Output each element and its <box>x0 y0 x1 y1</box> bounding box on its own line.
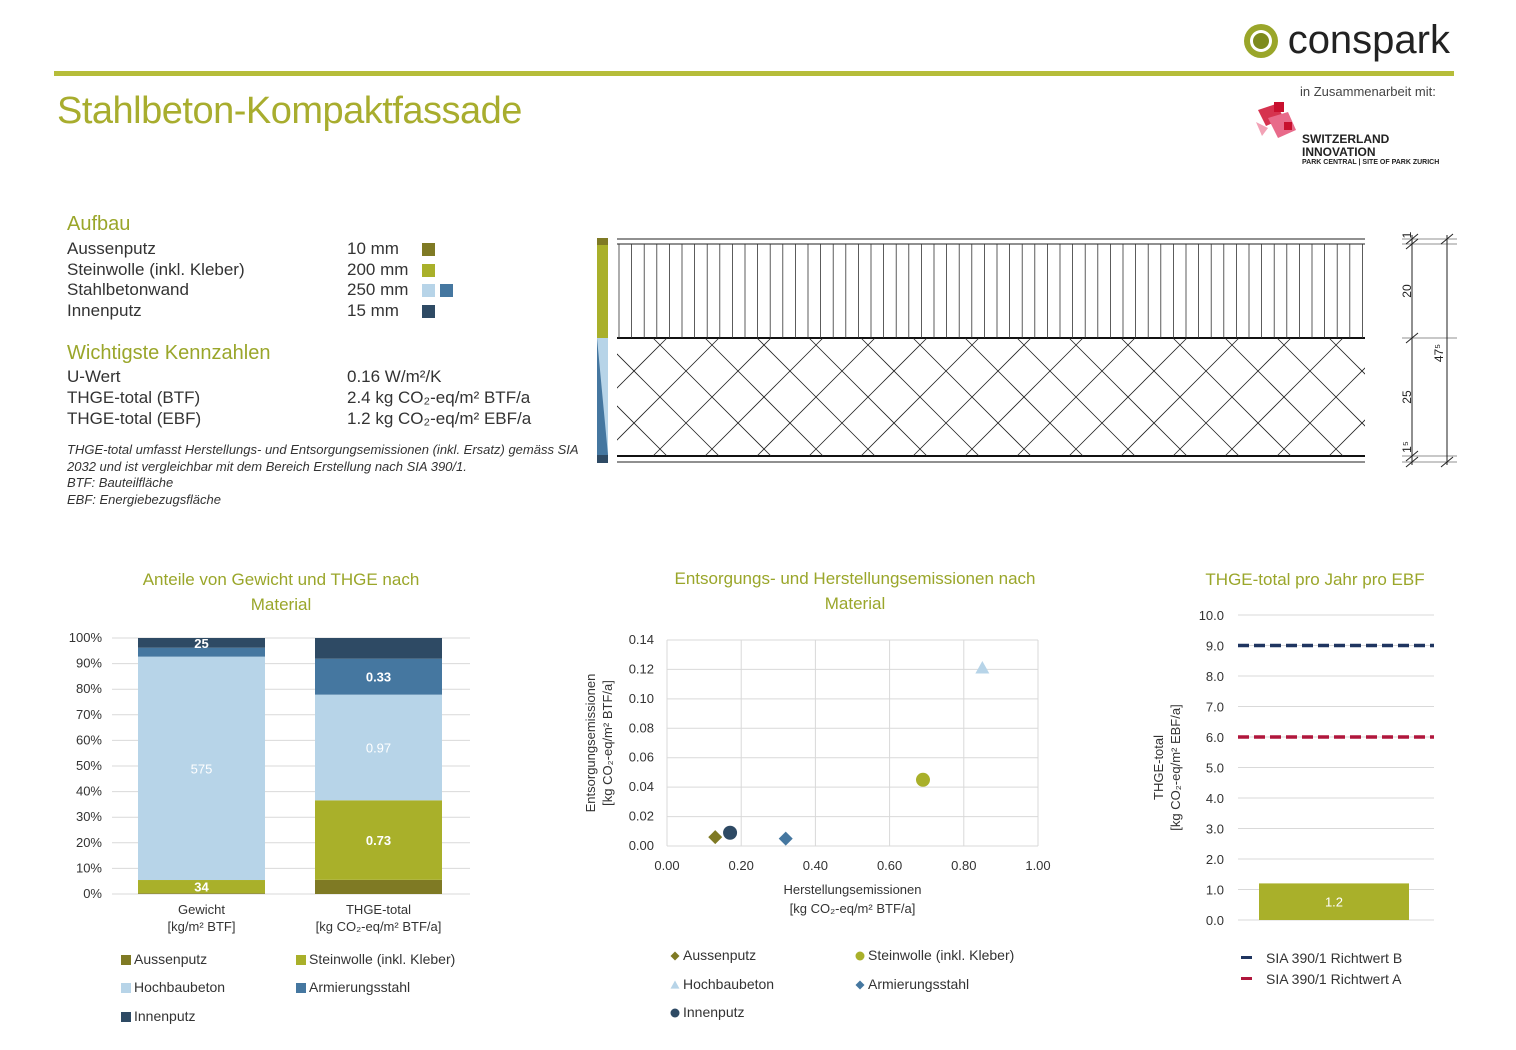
data-label: 0.33 <box>365 669 392 685</box>
layer-color-swatch <box>440 284 453 297</box>
partner-subline: PARK CENTRAL | SITE OF PARK ZURICH <box>1302 159 1440 166</box>
legend-label: SIA 390/1 Richtwert B <box>1266 950 1403 966</box>
note-line: BTF: Bauteilfläche <box>67 475 174 490</box>
legend-swatch <box>1241 956 1252 959</box>
y-axis-label: Entsorgungsemissionen <box>583 673 598 813</box>
legend-marker <box>670 980 680 990</box>
y-tick-label: 8.0 <box>1205 669 1224 684</box>
chart3-title: THGE-total pro Jahr pro EBF <box>1205 570 1425 589</box>
y-tick-label: 4.0 <box>1205 791 1224 806</box>
legend-item <box>855 976 969 992</box>
y-tick-label: 0.08 <box>628 720 654 736</box>
legend-label: Aussenputz <box>134 951 208 967</box>
y-tick-label: 60% <box>75 732 102 748</box>
data-point <box>916 773 930 787</box>
y-tick-label: 0.04 <box>628 779 654 795</box>
x-tick-label: 0.60 <box>876 858 903 873</box>
legend-item <box>670 947 756 963</box>
kennzahl-label: U-Wert <box>67 367 121 386</box>
y-tick-label: 0.12 <box>628 661 654 677</box>
layer-thickness: 10 mm <box>347 239 399 258</box>
legend-marker <box>855 951 865 961</box>
y-tick-label: 40% <box>75 783 102 799</box>
y-tick-label: 0.0 <box>1205 913 1224 928</box>
legend-item <box>670 976 774 992</box>
legend-label: Steinwolle (inkl. Kleber) <box>309 951 456 967</box>
y-tick-label: 0.14 <box>628 632 654 647</box>
note-line: EBF: Energiebezugsfläche <box>67 491 221 507</box>
data-point <box>779 832 793 846</box>
kennzahl-value: 2.4 kg CO₂-eq/m² BTF/a <box>347 388 531 407</box>
legend-swatch <box>1241 977 1252 980</box>
note-line: THGE-total umfasst Herstellungs- und Entsorgungsemissionen (inkl. Ersatz) gemäss SIA 2032 und ist vergleichbar mit dem Bereich Erstellung nach SIA 390/1. <box>67 442 579 474</box>
legend-item <box>1241 950 1402 966</box>
kennzahl-value: 1.2 kg CO₂-eq/m² EBF/a <box>347 409 532 428</box>
dim-label: 1 <box>1400 231 1414 239</box>
category-label: THGE-total <box>345 902 412 917</box>
legend-item <box>855 947 1014 963</box>
x-tick-label: 0.80 <box>951 858 977 873</box>
legend-marker-shape <box>856 981 865 990</box>
ebf-bar-chart <box>1140 600 1450 935</box>
strip-steinwolle <box>597 245 608 338</box>
logo-dot-icon <box>1253 33 1269 49</box>
category-label: [kg CO₂-eq/m² BTF/a] <box>315 919 442 934</box>
concrete-hatch <box>590 338 1470 456</box>
strip-innenputz <box>597 455 608 463</box>
legend-item <box>296 979 410 995</box>
brand-logo: conspark <box>1287 18 1450 62</box>
x-axis-label: Herstellungsemissionen <box>783 882 922 897</box>
data-label: 0.73 <box>365 833 392 849</box>
legend-label: Aussenputz <box>683 947 757 963</box>
data-point <box>975 661 989 674</box>
legend-marker <box>670 1008 680 1018</box>
y-tick-label: 90% <box>75 655 102 671</box>
legend-marker-shape <box>856 952 865 961</box>
y-tick-label: 20% <box>75 834 102 850</box>
layer-color-swatch <box>422 305 435 318</box>
dim-label: 20 <box>1400 284 1414 298</box>
dim-label: 47⁵ <box>1432 343 1446 363</box>
data-label: 0.97 <box>365 740 392 756</box>
x-tick-label: 0.40 <box>802 858 829 873</box>
layer-thickness: 200 mm <box>347 259 409 279</box>
layer-name: Innenputz <box>67 301 142 321</box>
page-title: Stahlbeton-Kompaktfassade <box>57 90 522 132</box>
legend-label: Armierungsstahl <box>309 979 411 995</box>
legend-swatch <box>296 955 306 965</box>
y-tick-label: 6.0 <box>1205 730 1224 745</box>
y-tick-label: 0.10 <box>628 690 654 706</box>
y-tick-label: 10% <box>75 860 102 876</box>
legend-label: Steinwolle (inkl. Kleber) <box>868 947 1015 963</box>
legend-item <box>121 979 225 995</box>
header-rule <box>54 71 1454 76</box>
layer-name: Aussenputz <box>67 239 156 258</box>
y-tick-label: 1.0 <box>1205 882 1224 898</box>
data-point <box>708 830 722 844</box>
y-tick-label: 30% <box>75 809 102 825</box>
legend-item <box>121 1008 196 1024</box>
x-tick-label: 1.00 <box>1025 858 1051 873</box>
legend-label: Armierungsstahl <box>868 976 970 992</box>
partner-logo-icon <box>1254 100 1304 146</box>
y-tick-label: 2.0 <box>1205 852 1224 867</box>
x-axis-label: [kg CO₂-eq/m² BTF/a] <box>789 901 916 916</box>
layer-thickness: 15 mm <box>347 301 399 321</box>
scatter-chart <box>580 625 1060 925</box>
bar-segment <box>315 638 442 659</box>
y-axis-label: THGE-total <box>1151 734 1166 801</box>
y-axis-label: [kg CO₂-eq/m² BTF/a] <box>600 680 615 806</box>
y-tick-label: 0.02 <box>628 808 654 824</box>
legend-label: SIA 390/1 Richtwert A <box>1266 971 1402 987</box>
data-label: 34 <box>194 879 209 895</box>
aufbau-heading: Aufbau <box>67 213 131 235</box>
layer-name: Stahlbetonwand <box>67 280 189 300</box>
legend-label: Hochbaubeton <box>683 976 775 992</box>
y-tick-label: 5.0 <box>1205 760 1224 776</box>
y-tick-label: 10.0 <box>1198 608 1224 623</box>
y-tick-label: 80% <box>75 681 102 697</box>
category-label: Gewicht <box>178 902 225 917</box>
y-tick-label: 7.0 <box>1205 699 1224 715</box>
legend-swatch <box>121 1012 131 1022</box>
legend-label: Innenputz <box>134 1008 196 1024</box>
y-tick-label: 3.0 <box>1205 821 1224 837</box>
layer-color-swatch <box>422 243 435 256</box>
layer-color-swatch <box>422 284 435 297</box>
y-axis-label: [kg CO₂-eq/m² EBF/a] <box>1168 704 1183 831</box>
layer-name: Steinwolle (inkl. Kleber) <box>67 259 245 279</box>
data-label: 575 <box>190 761 213 777</box>
dim-label: 25 <box>1400 390 1414 404</box>
x-tick-label: 0.00 <box>654 858 680 873</box>
collab-text: in Zusammenarbeit mit: <box>1300 84 1436 99</box>
y-tick-label: 70% <box>75 706 102 722</box>
legend-swatch <box>296 983 306 993</box>
kennzahlen-heading: Wichtigste Kennzahlen <box>67 342 271 364</box>
legend-item <box>1241 971 1401 987</box>
legend-marker <box>670 951 680 961</box>
legend-marker-shape <box>671 981 680 989</box>
notes <box>67 442 587 508</box>
legend-label: Hochbaubeton <box>134 979 226 995</box>
y-tick-label: 0.06 <box>628 749 654 765</box>
legend-marker-shape <box>671 1009 680 1018</box>
data-label: 25 <box>194 635 209 651</box>
legend-label: Innenputz <box>683 1004 745 1020</box>
legend-marker <box>855 980 865 990</box>
legend-swatch <box>121 955 131 965</box>
chart2-title: Entsorgungs- und Herstellungsemissionen nach Material <box>674 569 1036 613</box>
chart1-title: Anteile von Gewicht und THGE nach Material <box>142 570 420 614</box>
y-tick-label: 100% <box>68 630 102 645</box>
y-tick-label: 0% <box>83 886 102 901</box>
layer-color-swatch <box>422 264 435 277</box>
kennzahl-label: THGE-total (EBF) <box>67 409 202 428</box>
bar-segment <box>315 880 442 894</box>
legend-swatch <box>121 983 131 993</box>
hatch-line <box>1381 338 1470 456</box>
bar-value-label: 1.2 <box>1324 894 1344 910</box>
hatch-line <box>1381 338 1470 456</box>
kennzahl-value: 0.16 W/m²/K <box>347 367 442 386</box>
data-point <box>723 826 737 840</box>
y-tick-label: 50% <box>75 758 102 773</box>
category-label: [kg/m² BTF] <box>167 919 236 934</box>
y-tick-label: 9.0 <box>1205 638 1224 654</box>
strip-aussenputz <box>597 238 608 245</box>
legend-item <box>121 951 207 967</box>
y-tick-label: 0.00 <box>628 838 654 853</box>
dim-label: 1⁵ <box>1400 441 1414 453</box>
legend-item <box>670 1004 745 1020</box>
x-tick-label: 0.20 <box>728 858 754 873</box>
wall-section-drawing <box>590 225 1470 475</box>
stacked-bar-chart <box>50 625 490 945</box>
partner-name: SWITZERLAND INNOVATION <box>1302 132 1390 159</box>
legend-item <box>296 951 455 967</box>
layer-thickness: 250 mm <box>347 280 409 300</box>
kennzahl-label: THGE-total (BTF) <box>67 388 201 407</box>
legend-marker-shape <box>671 952 680 961</box>
